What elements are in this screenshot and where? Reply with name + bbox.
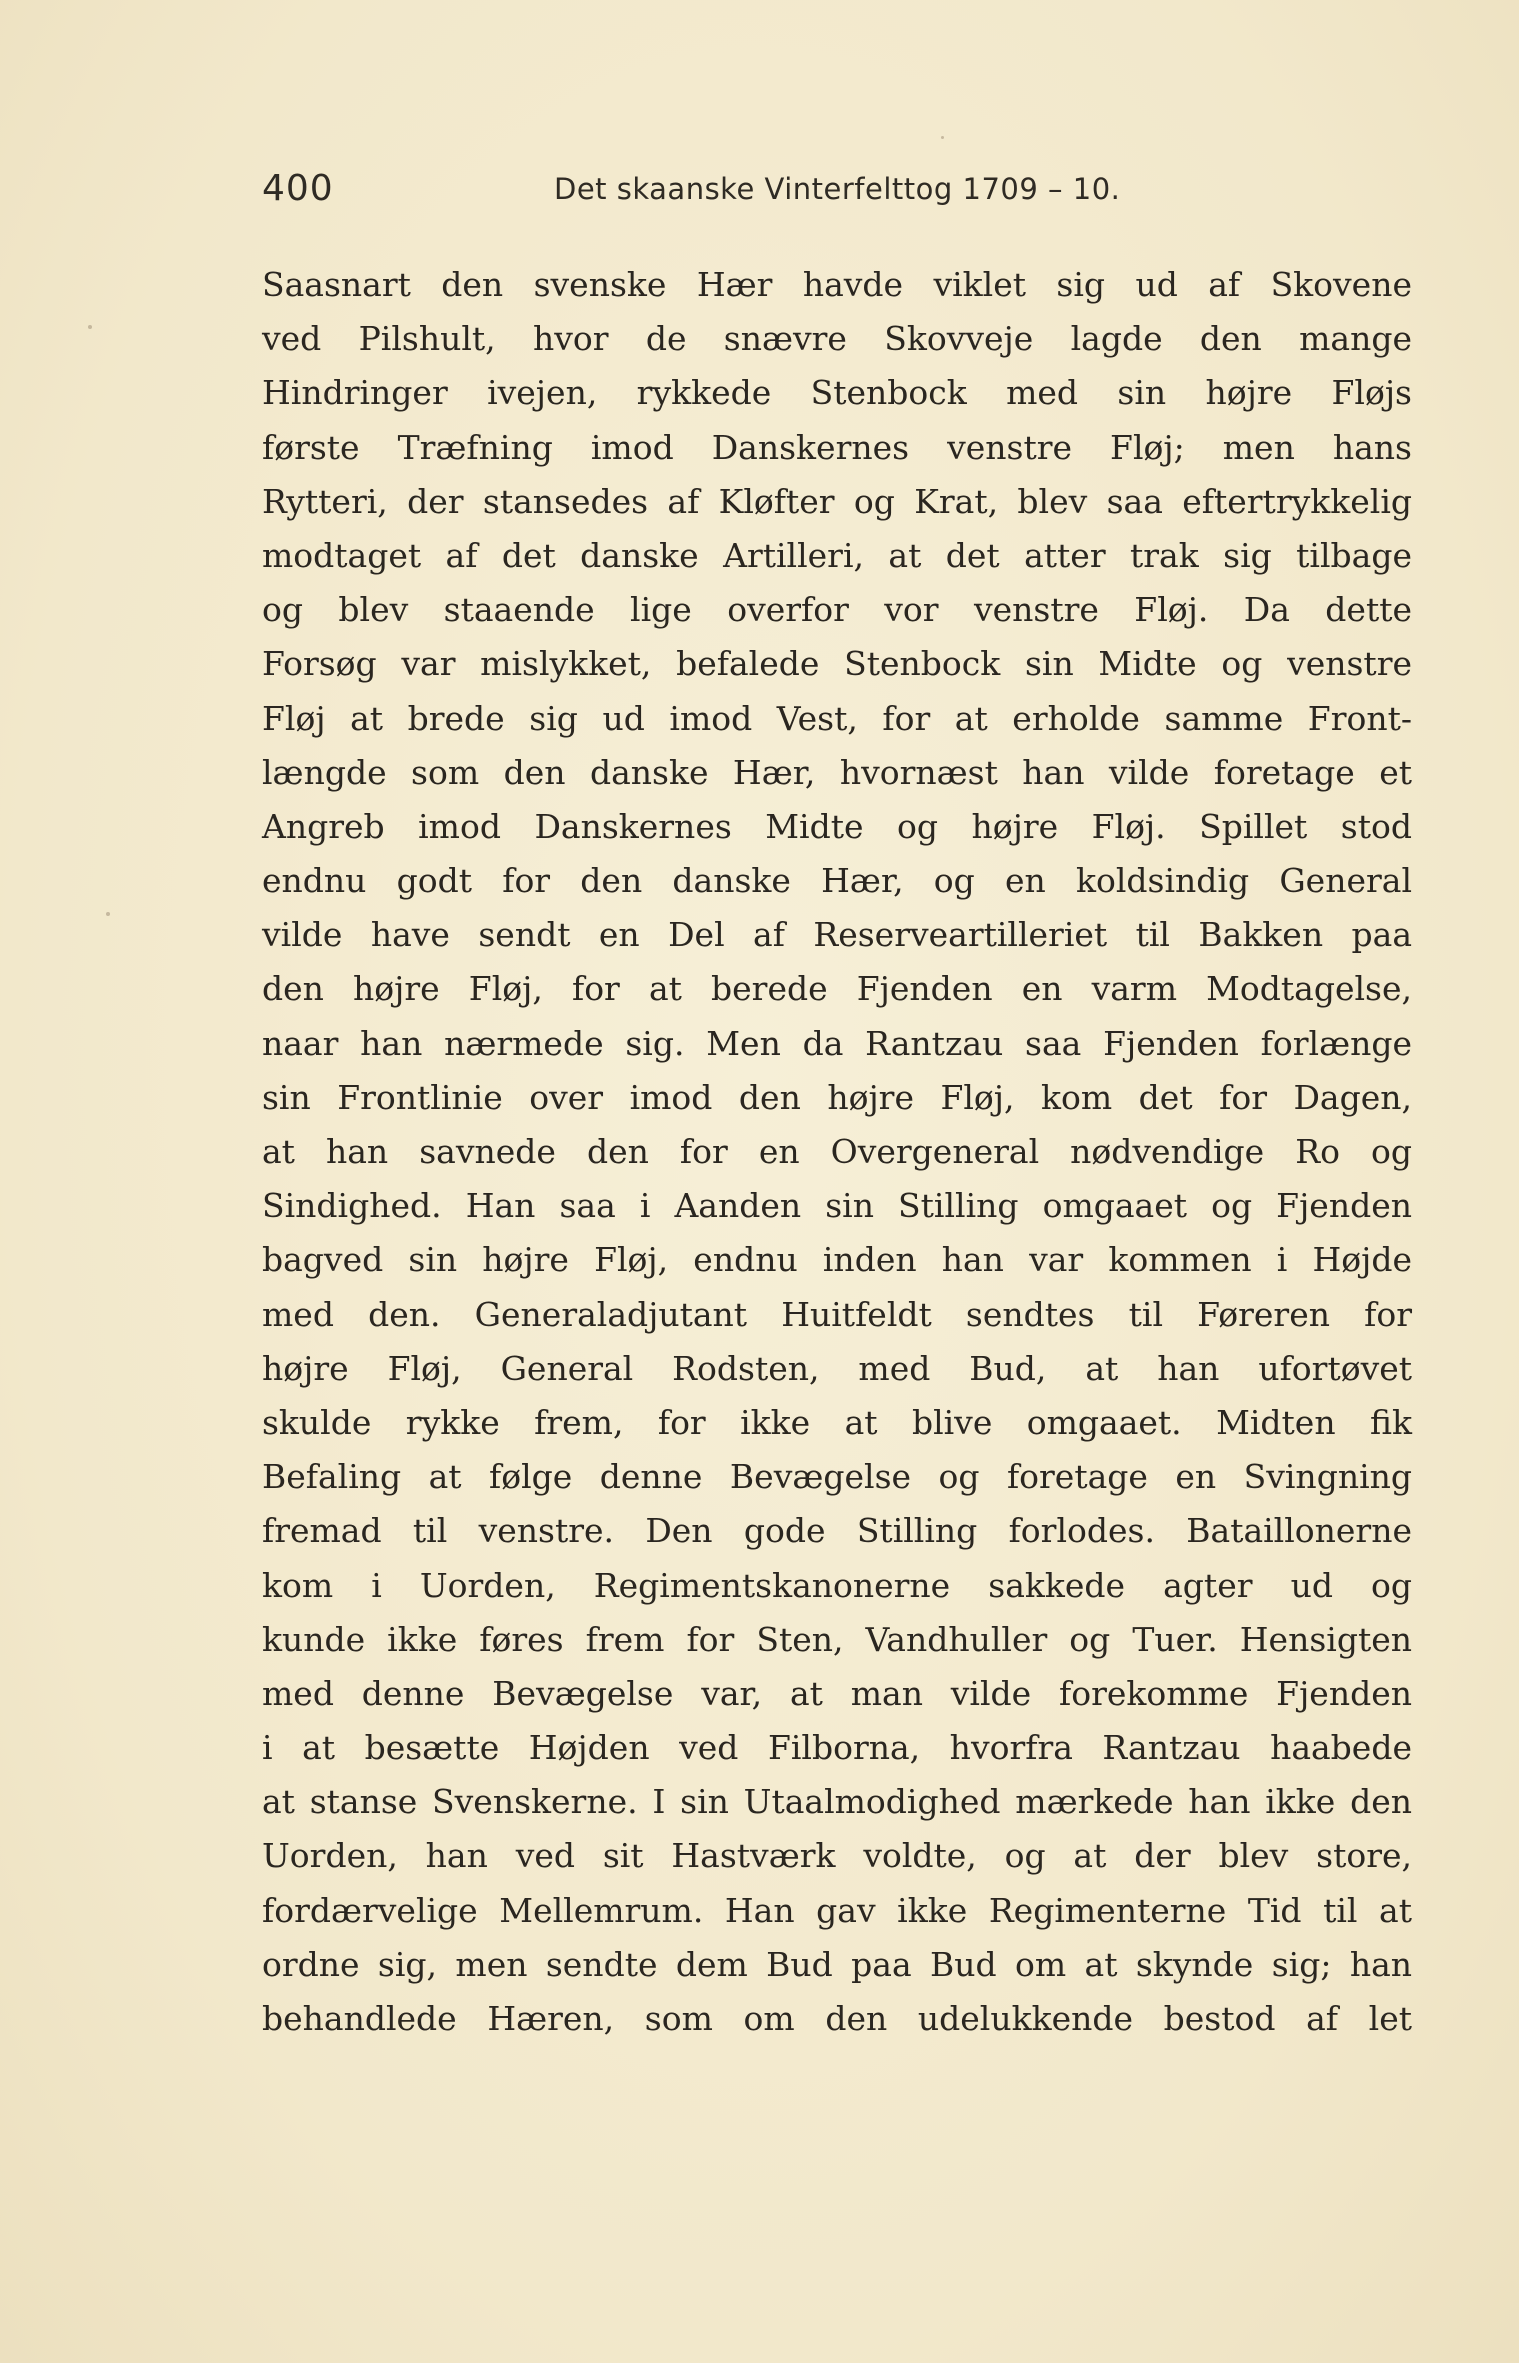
text-line: med denne Bevægelse var, at man vilde forekomme Fjenden xyxy=(262,1673,1412,1713)
text-line: ved Pilshult, hvor de snævre Skovveje lagde den mange xyxy=(262,319,1412,359)
text-line: Fløj at brede sig ud imod Vest, for at erholde samme Front- xyxy=(262,698,1412,738)
text-line: første Træfning imod Danskernes venstre Fløj; men hans xyxy=(262,427,1412,467)
text-line: med den. Generaladjutant Huitfeldt sendtes til Føreren for xyxy=(262,1294,1412,1334)
body-text xyxy=(262,258,1412,2046)
text-line: skulde rykke frem, for ikke at blive omgaaet. Midten fik xyxy=(262,1402,1412,1442)
text-line: og blev staaende lige overfor vor venstre Fløj. Da dette xyxy=(262,590,1412,630)
paper-speck xyxy=(941,136,944,139)
text-line: højre Fløj, General Rodsten, med Bud, at han ufortøvet xyxy=(262,1348,1412,1388)
text-line: bagved sin højre Fløj, endnu inden han var kommen i Højde xyxy=(262,1240,1412,1280)
page-number: 400 xyxy=(262,168,334,209)
text-line: i at besætte Højden ved Filborna, hvorfra Rantzau haabede xyxy=(262,1728,1412,1768)
paper-speck xyxy=(88,325,92,329)
text-line: at stanse Svenskerne. I sin Utaalmodighed mærkede han ikke den xyxy=(262,1782,1412,1822)
text-line: den højre Fløj, for at berede Fjenden en varm Modtagelse, xyxy=(262,969,1412,1009)
text-line: Saasnart den svenske Hær havde viklet sig ud af Skovene xyxy=(262,265,1412,304)
text-line: Sindighed. Han saa i Aanden sin Stilling omgaaet og Fjenden xyxy=(262,1186,1412,1226)
text-line: Hindringer ivejen, rykkede Stenbock med sin højre Fløjs xyxy=(262,373,1412,413)
text-line: endnu godt for den danske Hær, og en koldsindig General xyxy=(262,861,1412,901)
text-line: længde som den danske Hær, hvornæst han vilde foretage et xyxy=(262,752,1412,792)
text-line: Befaling at følge denne Bevægelse og foretage en Svingning xyxy=(262,1457,1412,1497)
paper-speck xyxy=(106,912,110,916)
text-line: modtaget af det danske Artilleri, at det atter trak sig tilbage xyxy=(262,535,1412,575)
text-line: Angreb imod Danskernes Midte og højre Fløj. Spillet stod xyxy=(262,806,1412,846)
text-line: fremad til venstre. Den gode Stilling forlodes. Bataillonerne xyxy=(262,1511,1412,1551)
text-line: Uorden, han ved sit Hastværk voldte, og at der blev store, xyxy=(262,1836,1412,1876)
text-line: ordne sig, men sendte dem Bud paa Bud om at skynde sig; han xyxy=(262,1944,1412,1984)
text-line: kunde ikke føres frem for Sten, Vandhuller og Tuer. Hensigten xyxy=(262,1619,1412,1659)
text-line: behandlede Hæren, som om den udelukkende bestod af let xyxy=(262,1999,1412,2038)
text-line: vilde have sendt en Del af Reserveartilleriet til Bakken paa xyxy=(262,915,1412,955)
text-line: at han savnede den for en Overgeneral nødvendige Ro og xyxy=(262,1132,1412,1171)
running-head xyxy=(262,168,1262,218)
text-line: kom i Uorden, Regimentskanonerne sakkede agter ud og xyxy=(262,1565,1412,1605)
text-line: naar han nærmede sig. Men da Rantzau saa Fjenden forlænge xyxy=(262,1023,1412,1063)
text-line: sin Frontlinie over imod den højre Fløj, kom det for Dagen, xyxy=(262,1077,1412,1117)
text-line: Forsøg var mislykket, befalede Stenbock sin Midte og venstre xyxy=(262,644,1412,684)
text-line: Rytteri, der stansedes af Kløfter og Krat, blev saa eftertrykkelig xyxy=(262,481,1412,521)
text-line: fordærvelige Mellemrum. Han gav ikke Regimenterne Tid til at xyxy=(262,1890,1412,1930)
running-title: Det skaanske Vinterfelttog 1709 – 10. xyxy=(554,172,1121,206)
